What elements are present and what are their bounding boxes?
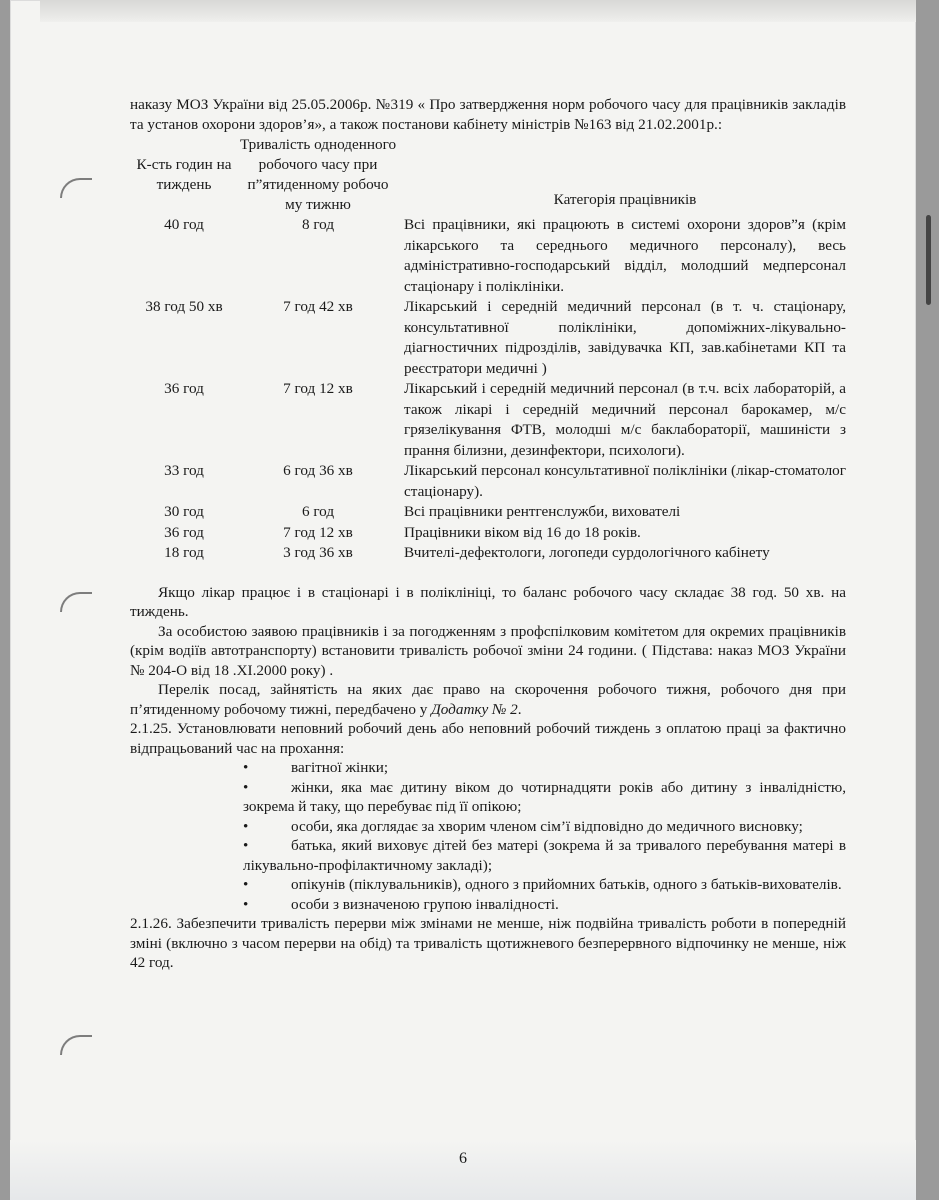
header-daily-duration: Тривалість одноденного робочого часу при п”ятиденному робочо му тижню: [239, 136, 397, 213]
cell-category: Всі працівники, які працюють в системі охорони здоров”я (крім лікарського та середнього медичного персоналу), весь адміністративно-господарський відділ, молодший медперсонал стаціонару і поліклініки.: [404, 216, 846, 295]
cell-hours: 36 год: [164, 380, 204, 397]
cell-hours: 18 год: [164, 544, 204, 561]
list-item: • опікунів (піклувальників), одного з прийомних батьків, одного з батьків-вихователів.: [243, 875, 846, 895]
table-header-row: [130, 135, 846, 215]
scan-bottom-edge: [10, 1140, 916, 1200]
cell-hours: 33 год: [164, 462, 204, 479]
cell-hours: 36 год: [164, 523, 204, 541]
cell-hours: 38 год 50 хв: [145, 298, 223, 315]
binder-hole-mark: [60, 592, 92, 612]
cell-daily: 6 год: [301, 503, 335, 520]
table-row: [130, 297, 846, 379]
list-item: • особи з визначеною групою інвалідності.: [243, 895, 846, 915]
table-row: [130, 379, 846, 461]
cell-category: Всі працівники рентгенслужби, вихователі: [404, 503, 681, 520]
bullet-list: [130, 758, 846, 914]
page-number: 6: [459, 1150, 467, 1167]
header-hours-per-week: К-сть годин на тиждень: [136, 156, 232, 193]
working-hours-table: [130, 135, 846, 564]
list-item: • батька, який виховує дітей без матері (зокрема й за тривалого перебування матері в лікувально-профілактичному закладі);: [243, 836, 846, 875]
paragraph-balance: Якщо лікар працює і в стаціонарі і в поліклініці, то баланс робочого часу складає 38 год. 50 хв. на тиждень.: [130, 583, 846, 620]
binder-hole-mark: [60, 178, 92, 198]
table-row: [130, 461, 846, 502]
table-row: [130, 502, 846, 523]
cell-daily: 7 год 42 хв: [283, 298, 353, 315]
cell-category: Лікарський і середній медичний персонал (в т.ч. всіх лабораторій, а також лікарі і середній медичний персонал барокамер, м/с грязелікування ФТВ, молодші м/с баклабораторії, машиністи з прання білизни, дезинфектори, психологи).: [404, 380, 846, 459]
binder-hole-mark: [60, 1035, 92, 1055]
table-row: [130, 215, 846, 297]
para3-text: Перелік посад, зайнятість на яких дає право на скорочення робочого тижня, робочого дня при п’ятиденному робочому тижні, передбачено у: [130, 681, 846, 718]
intro-paragraph: наказу МОЗ України від 25.05.2006р. №319 « Про затвердження норм робочого часу для працівників закладів та установ охорони здоров’я», а також постанови кабінету міністрів №163 від 21.02.2001р.:: [130, 96, 846, 133]
para3-end: .: [517, 700, 522, 718]
document-body: [130, 95, 846, 973]
cell-category: Лікарський персонал консультативної поліклініки (лікар-стоматолог стаціонару).: [404, 462, 846, 500]
header-category: Категорія працівників: [553, 190, 697, 208]
clause-2-1-25: 2.1.25. Установлювати неповний робочий день або неповний робочий тиждень з оплатою праці за фактично відпрацьований час на прохання:: [130, 720, 846, 757]
cell-daily: 6 год 36 хв: [283, 462, 353, 479]
document-page: [10, 0, 916, 1200]
scrollbar-thumb[interactable]: [926, 215, 931, 305]
cell-hours: 30 год: [164, 503, 204, 520]
cell-category: Лікарський і середній медичний персонал (в т. ч. стаціонару, консультативної поліклініки, допоміжних-лікувально-діагностичних підрозділів, завідувачка КП, зав.кабінетами КП та реєстратори медичні ): [404, 298, 846, 377]
paragraph-24h-shift: За особистою заявою працівників і за погодженням з профспілковим комітетом для окремих працівників (крім водіїв автотранспорту) встановити тривалість робочої зміни 24 години. ( Підстава: наказ МОЗ України № 204-О від 18 .ХІ.2000 року) .: [130, 622, 846, 679]
table-row: [130, 523, 846, 544]
paragraph-reduced-week: [130, 680, 846, 719]
list-item: • жінки, яка має дитину віком до чотирнадцяти років або дитину з інвалідністю, зокрема й таку, що перебуває під її опікою;: [243, 778, 846, 817]
cell-category: Вчителі-дефектологи, логопеди сурдологічного кабінету: [404, 544, 770, 561]
list-item: • особи, яка доглядає за хворим членом сім’ї відповідно до медичного висновку;: [243, 817, 846, 837]
table-row: [130, 543, 846, 564]
cell-daily: 7 год 12 хв: [283, 380, 353, 397]
clause-2-1-26: 2.1.26. Забезпечити тривалість перерви між змінами не менше, ніж подвійна тривалість роботи в попередній зміні (включно з часом перерви на обід) та тривалість щотижневого безперервного відпочинку не менше, ніж 42 год.: [130, 915, 846, 971]
list-item: • вагітної жінки;: [243, 758, 846, 778]
cell-daily: 7 год 12 хв: [283, 523, 353, 541]
cell-category: Працівники віком від 16 до 18 років.: [404, 523, 641, 541]
cell-daily: 3 год 36 хв: [283, 544, 353, 561]
appendix-reference: Додатку № 2: [431, 700, 518, 718]
scan-top-edge: [40, 0, 916, 22]
cell-daily: 8 год: [301, 216, 335, 233]
cell-hours: 40 год: [164, 216, 204, 233]
